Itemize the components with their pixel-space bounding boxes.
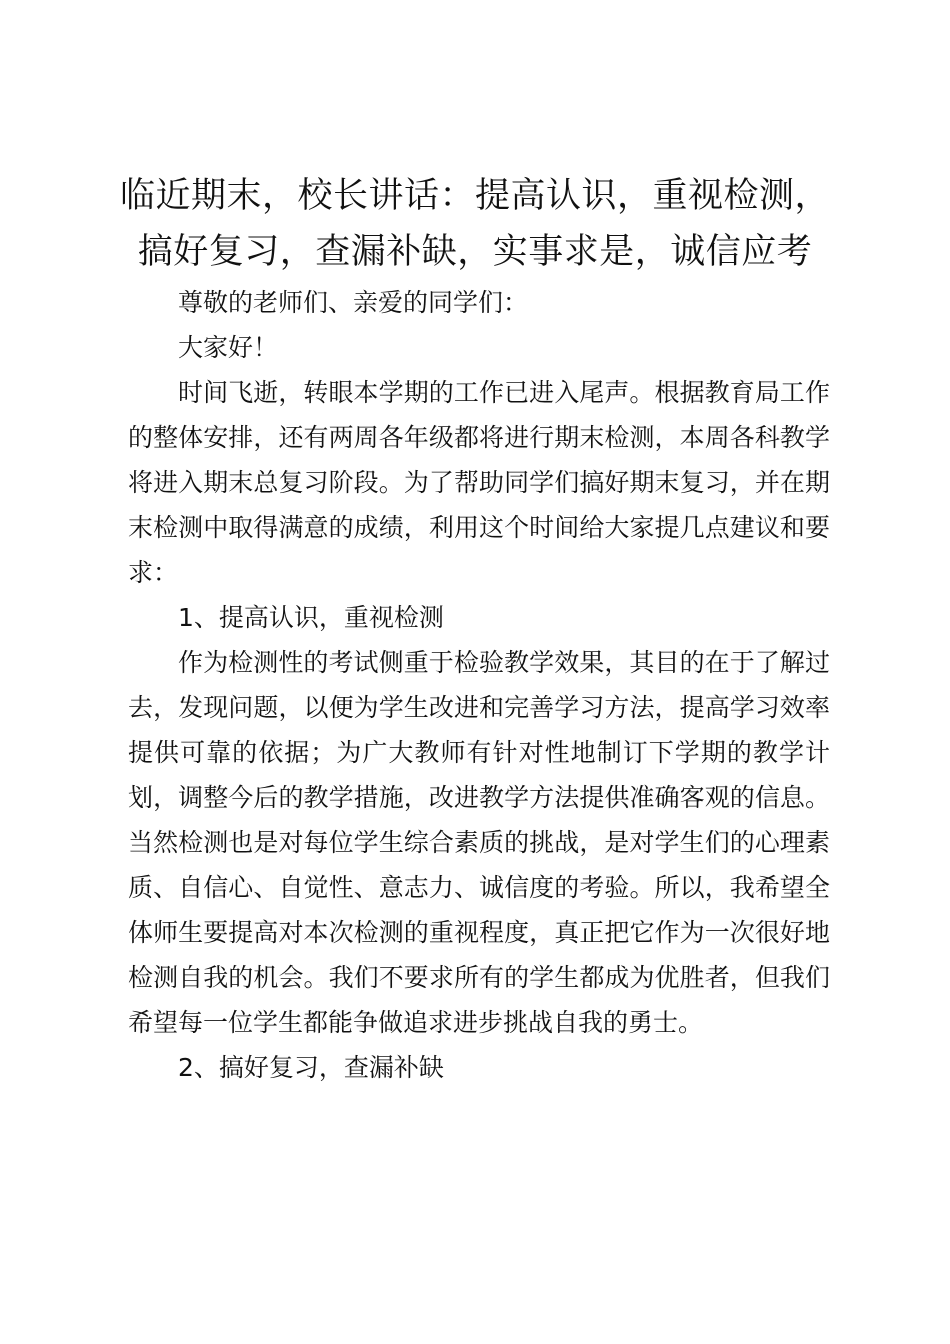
greeting: 大家好！ <box>178 333 279 362</box>
section-2-heading: 2、搞好复习，查漏补缺 <box>178 1053 444 1082</box>
intro-paragraph: 时间飞逝，转眼本学期的工作已进入尾声。根据教育局工作的整体安排，还有两周各年级都将进行期末检测，本周各科教学将进入期末总复习阶段。为了帮助同学们搞好期末复习，并在期末检测中取得满意的成绩，利用这个时间给大家提几点建议和要求： <box>128 378 830 587</box>
salutation: 尊敬的老师们、亲爱的同学们： <box>178 288 529 317</box>
section-1-heading: 1、提高认识，重视检测 <box>178 603 444 632</box>
document-title: 临近期末，校长讲话：提高认识，重视检测，搞好复习，查漏补缺，实事求是，诚信应考 <box>119 176 830 272</box>
section-1-paragraph: 作为检测性的考试侧重于检验教学效果，其目的在于了解过去，发现问题，以便为学生改进和完善学习方法，提高学习效率提供可靠的依据；为广大教师有针对性地制订下学期的教学计划，调整今后的教学措施，改进教学方法提供准确客观的信息。当然检测也是对每位学生综合素质的挑战，是对学生们的心理素质、自信心、自觉性、意志力、诚信度的考验。所以，我希望全体师生要提高对本次检测的重视程度，真正把它作为一次很好地检测自我的机会。我们不要求所有的学生都成为优胜者，但我们希望每一位学生都能争做追求进步挑战自我的勇士。 <box>128 648 830 1037</box>
document-body <box>128 280 830 1090</box>
